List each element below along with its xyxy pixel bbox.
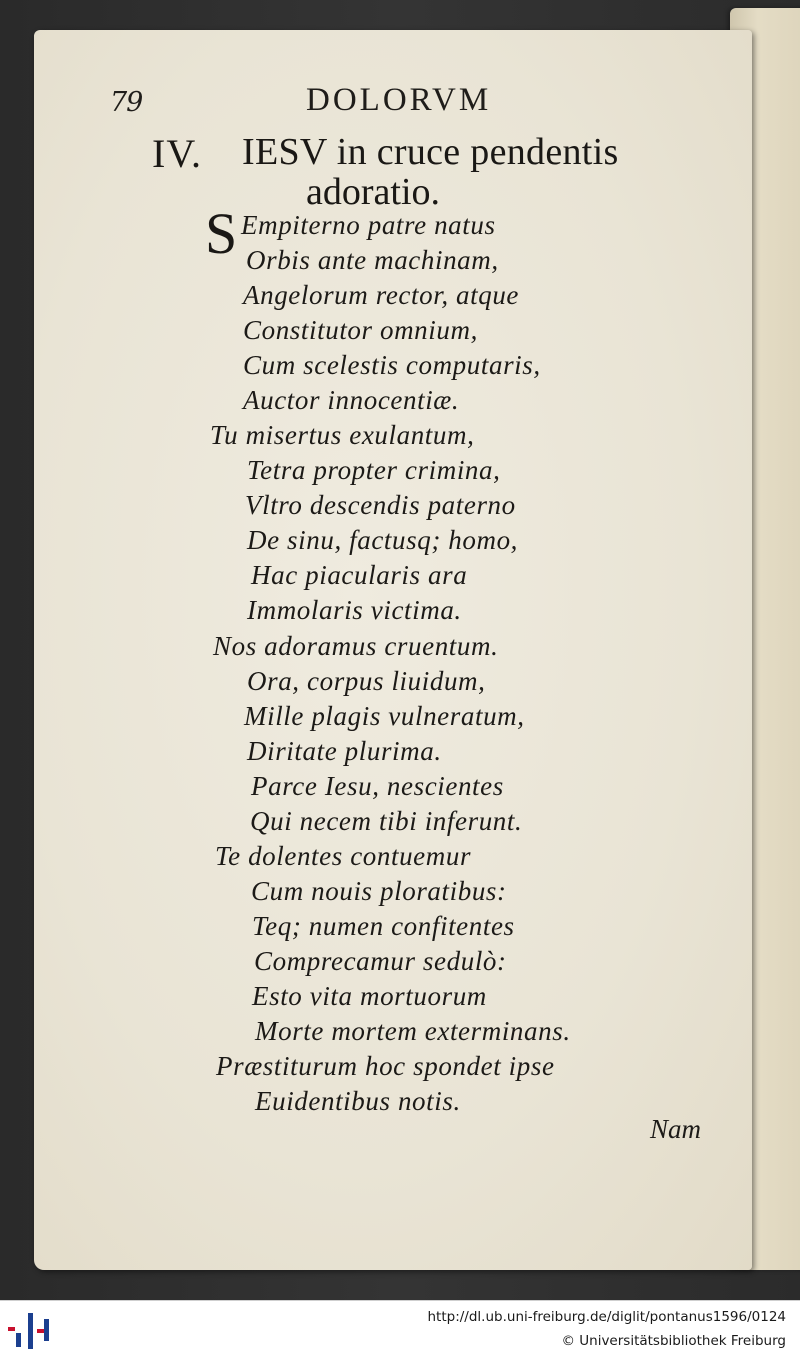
- catchword: Nam: [650, 1114, 702, 1144]
- verse-line: Nos adoramus cruentum.: [213, 631, 499, 661]
- verse-line: Hac piacularis ara: [251, 560, 468, 590]
- drop-cap: S: [205, 201, 238, 266]
- verse-line: Ora, corpus liuidum,: [247, 666, 486, 696]
- verse-line: Qui necem tibi inferunt.: [250, 806, 523, 836]
- verse-line: Mille plagis vulneratum,: [244, 701, 525, 731]
- running-head: DOLORVM: [306, 82, 492, 118]
- verse-line: Auctor innocentiæ.: [243, 385, 460, 415]
- copyright-notice: © Universitätsbibliothek Freiburg: [561, 1333, 786, 1349]
- verse-line: Empiterno patre natus: [241, 210, 496, 240]
- permalink-url[interactable]: http://dl.ub.uni-freiburg.de/diglit/pontanus1596/0124: [427, 1309, 786, 1325]
- verse-line: Teq; numen confitentes: [252, 911, 515, 941]
- verse-line: Angelorum rector, atque: [243, 280, 520, 310]
- verse-line: Esto vita mortuorum: [252, 981, 487, 1011]
- verse-line: Parce Iesu, nescientes: [251, 771, 504, 801]
- verse-line: Constitutor omnium,: [243, 315, 478, 345]
- verse-line: Orbis ante machinam,: [246, 245, 499, 275]
- verse-line: Te dolentes contuemur: [215, 841, 472, 871]
- verse-line: Immolaris victima.: [247, 595, 462, 625]
- verse-line: Cum scelestis computaris,: [243, 350, 541, 380]
- verse-line: De sinu, factusq; homo,: [247, 525, 519, 555]
- ub-freiburg-logo-icon[interactable]: [8, 1311, 52, 1351]
- verse-line: Morte mortem exterminans.: [255, 1016, 571, 1046]
- verse-line: Diritate plurima.: [247, 736, 442, 766]
- verse-line: Præstiturum hoc spondet ipse: [216, 1051, 555, 1081]
- verse-line: Cum nouis ploratibus:: [251, 876, 507, 906]
- verse-line: Comprecamur sedulò:: [254, 946, 507, 976]
- verse-line: Vltro descendis paterno: [245, 490, 516, 520]
- poem-title-line-1: IESV in cruce pendentis: [242, 131, 619, 173]
- verse-line: Tu misertus exulantum,: [210, 420, 475, 450]
- poem-title-line-2: adoratio.: [306, 171, 441, 213]
- page-number: 79: [110, 87, 143, 118]
- verse-line: Euidentibus notis.: [255, 1086, 461, 1116]
- footer-bar: [0, 1300, 800, 1359]
- section-number: IV.: [152, 131, 203, 176]
- verse-line: Tetra propter crimina,: [247, 455, 501, 485]
